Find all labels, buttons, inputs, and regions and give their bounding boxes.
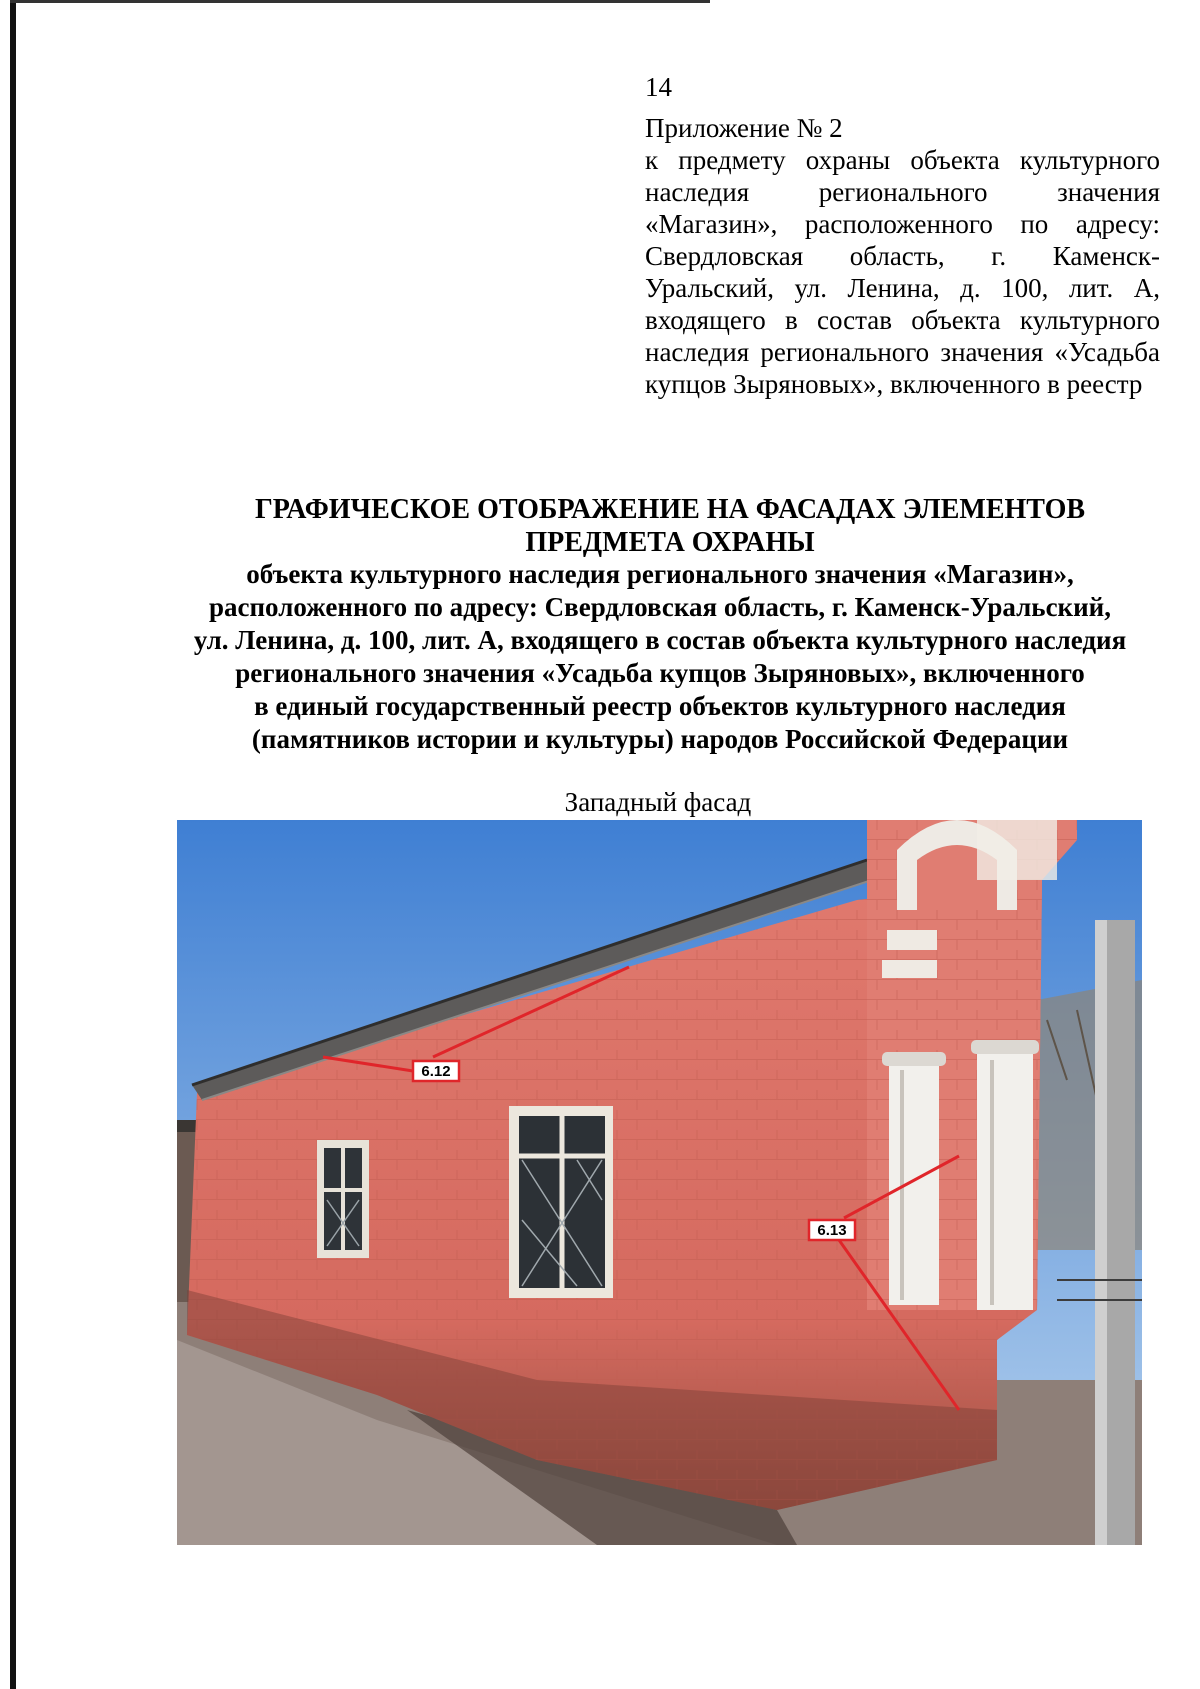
subheading-line: ул. Ленина, д. 100, лит. А, входящего в состав объекта культурного наследия <box>193 625 1127 655</box>
facade-photo <box>177 820 1142 1545</box>
subheading-line: регионального значения «Усадьба купцов Зыряновых», включенного <box>235 658 1085 688</box>
appendix-title: Приложение № 2 <box>645 113 843 143</box>
label-6-12-text: 6.12 <box>421 1063 451 1080</box>
heading-line: ГРАФИЧЕСКОЕ ОТОБРАЖЕНИЕ НА ФАСАДАХ ЭЛЕМЕНТОВ <box>254 494 1086 525</box>
window-center <box>509 1106 613 1298</box>
subheading-line: расположенного по адресу: Свердловская область, г. Каменск-Уральский, <box>209 592 1111 622</box>
metal-pole <box>1095 920 1135 1545</box>
heading-line: ПРЕДМЕТА ОХРАНЫ <box>525 527 815 558</box>
subheading-line: (памятников истории и культуры) народов Российской Федерации <box>251 724 1069 754</box>
subheading-line: объекта культурного наследия регионального значения «Магазин», <box>246 559 1074 589</box>
appendix-block <box>645 112 1160 400</box>
window-left <box>317 1140 369 1258</box>
label-6-13-text: 6.13 <box>817 1222 847 1239</box>
document-heading <box>190 493 1150 559</box>
scan-edge <box>10 0 16 1689</box>
page-number: 14 <box>645 72 672 102</box>
subheading-line: в единый государственный реестр объектов культурного наследия <box>254 691 1066 721</box>
label-6-12 <box>413 1061 459 1081</box>
document-subheading <box>160 558 1160 756</box>
photo-caption: Западный фасад <box>564 787 752 817</box>
scan-edge-top <box>10 0 710 3</box>
appendix-text: к предмету охраны объекта культурного наследия регионального значения «Магазин», расположенного по адресу: Свердловская область, г. Каменск-Уральский, ул. Ленина, д. 100, лит. А, входящего в состав объекта культурного наследия регионального значения «Усадьба купцов Зыряновых», включенного в реестр <box>645 145 1160 399</box>
label-6-13 <box>809 1220 855 1240</box>
